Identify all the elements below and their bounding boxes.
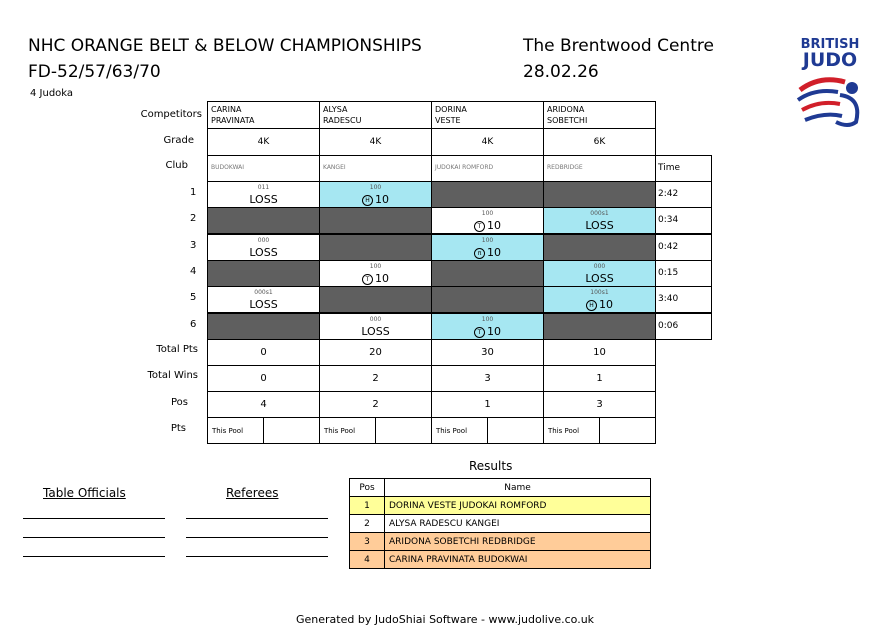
this-pool-label: This Pool (436, 427, 468, 435)
match-cell[interactable] (319, 313, 432, 340)
match-number: 2 (190, 213, 197, 225)
competitor-grade: 4K (481, 137, 494, 147)
match-result: 10 (375, 271, 389, 285)
pool-points-cell[interactable] (263, 417, 320, 444)
british-judo-logo (790, 38, 870, 134)
match-result-line (208, 245, 319, 261)
results-name: DORINA VESTE JUDOKAI ROMFORD (385, 497, 651, 515)
competitor-last-name: SOBETCHI (547, 116, 588, 125)
match-score: 100s1 (590, 289, 609, 297)
this-pool-cell (207, 417, 264, 444)
referee-line[interactable] (186, 518, 328, 519)
total-pts-value: 0 (260, 347, 267, 358)
total-wins-cell (543, 365, 656, 392)
competitor-club-cell (543, 155, 656, 182)
match-number: 6 (190, 318, 197, 330)
total-pts-cell (431, 339, 544, 366)
competitor-name (432, 102, 543, 126)
label-grade: Grade (163, 135, 194, 146)
competitor-club: JUDOKAI ROMFORD (435, 164, 494, 171)
competitor-name-cell[interactable] (319, 101, 432, 129)
this-pool-cell (431, 417, 488, 444)
this-pool-label: This Pool (212, 427, 244, 435)
blocked-cell (319, 286, 432, 313)
match-time: 0:06 (658, 320, 679, 331)
competitor-club-cell (319, 155, 432, 182)
blocked-cell (207, 313, 320, 340)
position-value: 3 (596, 399, 603, 410)
competitor-club: REDBRIDGE (547, 164, 583, 171)
match-score: 000 (593, 262, 606, 270)
match-time-cell (655, 207, 712, 234)
match-cell[interactable] (431, 234, 544, 261)
position-cell (207, 391, 320, 418)
competitor-last-name: VESTE (435, 116, 461, 125)
official-line[interactable] (23, 518, 165, 519)
match-time-cell (655, 234, 712, 261)
label-total-pts: Total Pts (156, 344, 198, 355)
blocked-cell (543, 181, 656, 208)
match-cell[interactable] (207, 181, 320, 208)
date-label: 28.02.26 (523, 62, 599, 82)
win-type-icon: T (362, 274, 373, 285)
match-result: 10 (487, 219, 501, 233)
label-pos: Pos (170, 397, 188, 408)
results-pos: 4 (350, 551, 385, 569)
label-total-wins: Total Wins (147, 370, 198, 381)
competitor-club-cell (207, 155, 320, 182)
total-wins-cell (207, 365, 320, 392)
venue-label: The Brentwood Centre (523, 36, 714, 56)
total-pts-cell (543, 339, 656, 366)
match-result: LOSS (249, 298, 278, 312)
blocked-cell (543, 313, 656, 340)
results-pos: 1 (350, 497, 385, 515)
match-result-line (544, 218, 655, 234)
event-title: NHC ORANGE BELT & BELOW CHAMPIONSHIPS (28, 36, 422, 56)
win-type-icon: π (474, 248, 485, 259)
match-score: 000s1 (590, 210, 609, 218)
blocked-cell (319, 207, 432, 234)
logo-text-judo: JUDO (802, 49, 858, 71)
match-result-line (320, 324, 431, 340)
competitor-name (208, 102, 319, 126)
position-value: 1 (484, 399, 491, 410)
match-number: 3 (190, 239, 197, 251)
match-result: LOSS (361, 324, 390, 338)
total-pts-value: 10 (593, 347, 606, 358)
match-cell[interactable] (319, 260, 432, 287)
time-header-cell (655, 155, 712, 182)
match-number: 4 (190, 265, 197, 277)
official-line[interactable] (23, 537, 165, 538)
match-score: 000 (257, 236, 270, 244)
competitor-grade-cell (207, 128, 320, 156)
results-pos: 2 (350, 515, 385, 533)
blocked-cell (319, 234, 432, 261)
label-pts: Pts (170, 423, 186, 434)
match-time-cell (655, 181, 712, 208)
total-pts-cell (207, 339, 320, 366)
match-cell[interactable] (207, 234, 320, 261)
win-type-icon: T (474, 221, 485, 232)
category-label: FD-52/57/63/70 (28, 62, 161, 82)
blocked-cell (431, 286, 544, 313)
results-name-header: Name (385, 479, 651, 497)
competitor-grade: 6K (593, 137, 606, 147)
match-score: 100 (481, 210, 494, 218)
competitor-last-name: PRAVINATA (211, 116, 255, 125)
results-header-row (350, 479, 651, 497)
label-competitors: Competitors (140, 109, 202, 120)
match-cell[interactable] (543, 286, 656, 313)
referee-line[interactable] (186, 556, 328, 557)
position-value: 2 (372, 399, 379, 410)
pool-points-cell[interactable] (375, 417, 432, 444)
match-result: 10 (599, 298, 613, 312)
match-score: 000 (369, 315, 382, 323)
this-pool-cell (319, 417, 376, 444)
match-time-cell (655, 286, 712, 313)
win-type-icon: H (362, 195, 373, 206)
win-type-icon: T (474, 327, 485, 338)
match-time-cell (655, 260, 712, 287)
competitor-first-name: ALYSA (323, 105, 348, 114)
results-pos: 3 (350, 533, 385, 551)
match-result-line (320, 192, 431, 208)
match-cell[interactable] (207, 286, 320, 313)
footer-credit: Generated by JudoShiai Software - www.judolive.co.uk (296, 613, 595, 626)
pool-points-cell[interactable] (599, 417, 656, 444)
match-result-line (432, 245, 543, 261)
total-pts-value: 30 (481, 347, 494, 358)
label-club: Club (165, 160, 188, 171)
results-pos-header: Pos (350, 479, 385, 497)
position-cell (431, 391, 544, 418)
competitor-first-name: CARINA (211, 105, 242, 114)
match-cell[interactable] (431, 207, 544, 234)
total-wins-value: 0 (260, 373, 267, 384)
match-time: 2:42 (658, 189, 679, 199)
match-time: 0:34 (658, 215, 679, 226)
match-result: LOSS (585, 271, 614, 285)
blocked-cell (431, 260, 544, 287)
this-pool-label: This Pool (324, 427, 356, 435)
blocked-cell (207, 260, 320, 287)
match-number: 1 (190, 187, 197, 198)
total-wins-value: 1 (596, 373, 603, 384)
match-cell[interactable] (543, 260, 656, 287)
official-line[interactable] (23, 556, 165, 557)
results-table (349, 478, 651, 569)
referee-line[interactable] (186, 537, 328, 538)
judoka-count: 4 Judoka (30, 88, 74, 99)
competitor-name-cell[interactable] (543, 101, 656, 129)
results-row (350, 497, 651, 515)
match-result-line (544, 297, 655, 313)
competitor-name-cell[interactable] (431, 101, 544, 129)
match-number: 5 (190, 292, 197, 304)
competitor-grade-cell (543, 128, 656, 156)
competitor-grade-cell (319, 128, 432, 156)
competitor-name (320, 102, 431, 126)
match-time-cell (655, 313, 712, 340)
competitor-club: BUDOKWAI (211, 164, 245, 171)
total-wins-value: 2 (372, 373, 379, 384)
position-value: 4 (260, 399, 267, 410)
match-score: 000s1 (254, 289, 273, 297)
logo-text-british: BRITISH (800, 37, 860, 52)
total-wins-value: 3 (484, 373, 491, 384)
results-row (350, 551, 651, 569)
competitor-first-name: DORINA (435, 105, 467, 114)
match-cell[interactable] (543, 207, 656, 234)
match-result-line (432, 324, 543, 340)
competitor-club-cell (431, 155, 544, 182)
blocked-cell (431, 181, 544, 208)
competitor-club: KANGEI (323, 164, 346, 171)
total-pts-cell (319, 339, 432, 366)
competitor-grade-cell (431, 128, 544, 156)
competitor-name-cell[interactable] (207, 101, 320, 129)
results-name: ALYSA RADESCU KANGEI (385, 515, 651, 533)
blocked-cell (543, 234, 656, 261)
total-wins-cell (431, 365, 544, 392)
match-result: LOSS (249, 245, 278, 259)
table-officials-heading: Table Officials (43, 486, 126, 500)
match-score: 100 (369, 184, 382, 191)
match-result: LOSS (585, 219, 614, 233)
match-result: 10 (487, 245, 501, 259)
position-cell (319, 391, 432, 418)
position-cell (543, 391, 656, 418)
blocked-cell (207, 207, 320, 234)
match-result: LOSS (249, 193, 278, 206)
results-heading: Results (469, 459, 513, 473)
pool-points-cell[interactable] (487, 417, 544, 444)
judo-figure-icon (790, 70, 870, 130)
competitor-grade: 4K (369, 137, 382, 147)
match-result: 10 (487, 324, 501, 338)
total-pts-value: 20 (369, 347, 382, 358)
time-header: Time (658, 163, 681, 173)
match-score: 100 (369, 262, 382, 270)
match-time: 0:42 (658, 241, 679, 252)
match-time: 0:15 (658, 267, 679, 278)
match-result: 10 (375, 193, 389, 206)
competitor-grade: 4K (257, 137, 270, 147)
results-row (350, 533, 651, 551)
match-result-line (208, 297, 319, 313)
competitor-name (544, 102, 655, 126)
match-time: 3:40 (658, 294, 679, 305)
match-cell[interactable] (319, 181, 432, 208)
competitor-first-name: ARIDONA (547, 105, 585, 114)
match-result-line (208, 192, 319, 208)
this-pool-label: This Pool (548, 427, 580, 435)
match-result-line (544, 271, 655, 287)
competitor-last-name: RADESCU (323, 116, 362, 125)
referees-heading: Referees (226, 486, 279, 500)
match-score: 100 (481, 236, 494, 244)
results-name: CARINA PRAVINATA BUDOKWAI (385, 551, 651, 569)
match-result-line (320, 271, 431, 287)
match-score: 100 (481, 315, 494, 323)
match-score: 011 (257, 184, 270, 191)
results-row (350, 515, 651, 533)
total-wins-cell (319, 365, 432, 392)
match-cell[interactable] (431, 313, 544, 340)
win-type-icon: H (586, 300, 597, 311)
results-name: ARIDONA SOBETCHI REDBRIDGE (385, 533, 651, 551)
this-pool-cell (543, 417, 600, 444)
match-result-line (432, 218, 543, 234)
